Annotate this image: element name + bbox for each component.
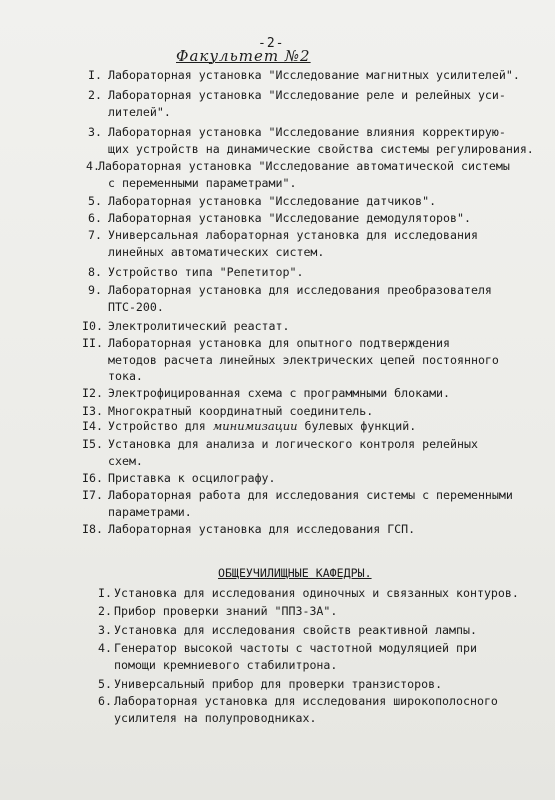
faculty-item-number: I5.: [82, 437, 103, 451]
faculty-item-text: Лабораторная установка "Исследование автоматической системы: [98, 159, 510, 173]
faculty-item-text: Универсальная лабораторная установка для исследования: [108, 228, 478, 242]
faculty-item-text: щих устройств на динамические свойства системы регулирования.: [108, 141, 534, 156]
general-item-number: 3.: [98, 623, 112, 637]
faculty-item-number: 3.: [88, 125, 102, 139]
faculty-item-number: 9.: [88, 283, 102, 297]
general-item-text: Установка для исследования свойств реактивной лампы.: [114, 623, 477, 637]
faculty-item-text: параметрами.: [108, 504, 192, 519]
faculty-item-number: II.: [82, 336, 103, 350]
faculty-item-number: I6.: [82, 471, 103, 485]
faculty-item-text: Установка для анализа и логического контроля релейных: [108, 437, 478, 451]
general-item-text: помощи кремниевого стабилитрона.: [114, 657, 338, 672]
faculty-item-number: 7.: [88, 228, 102, 242]
faculty-item-text: Лабораторная установка "Исследование магнитных усилителей".: [108, 68, 520, 82]
general-item-number: 6.: [98, 694, 112, 708]
faculty-item-text: Электрофицированная схема с программными блоками.: [108, 386, 451, 400]
faculty-item-number: I2.: [82, 386, 103, 400]
faculty-item-text: Лабораторная работа для исследования системы с переменными: [108, 488, 513, 502]
faculty-item-text: линейных автоматических систем.: [108, 244, 325, 259]
faculty-item-number: I0.: [82, 319, 103, 333]
general-departments-heading: ОБЩЕУЧИЛИЩНЫЕ КАФЕДРЫ.: [218, 566, 372, 580]
handwritten-insert: минимизации: [212, 419, 298, 433]
general-item-text: Лабораторная установка для исследования широкополосного: [114, 694, 498, 708]
general-item-number: 2.: [98, 604, 112, 618]
faculty-item-text: Приставка к осцилографу.: [108, 471, 276, 485]
faculty-item-text: схем.: [108, 453, 143, 468]
faculty-item-number: 2.: [88, 88, 102, 102]
page-number: -2-: [258, 36, 285, 51]
general-item-number: 5.: [98, 677, 112, 691]
faculty-item-number: 8.: [88, 265, 102, 279]
general-item-text: Установка для исследования одиночных и связанных контуров.: [114, 586, 519, 600]
faculty-item-text: Лабораторная установка "Исследование реле и релейных уси-: [108, 88, 506, 102]
faculty-item-number: I7.: [82, 488, 103, 502]
faculty-item-number: I4.: [82, 419, 103, 433]
faculty-item-text: Лабораторная установка "Исследование демодуляторов".: [108, 211, 471, 225]
general-item-number: I.: [98, 586, 112, 600]
general-item-number: 4.: [98, 641, 112, 655]
general-item-text: Прибор проверки знаний "ППЗ-3А".: [114, 604, 338, 618]
faculty-item-text: Электролитический реастат.: [108, 319, 290, 333]
faculty-item-number: I8.: [82, 522, 103, 536]
faculty-item-text: Многократный координатный соединитель.: [108, 404, 374, 418]
faculty-item-text: Лабораторная установка "Исследование датчиков".: [108, 194, 437, 208]
faculty-item-number: I.: [88, 68, 102, 82]
faculty-item-text: с переменными параметрами".: [108, 175, 297, 190]
faculty-heading-handwritten: Факультет №2: [176, 47, 311, 65]
general-item-text: усилителя на полупроводниках.: [114, 710, 317, 725]
faculty-item-text: Лабораторная установка "Исследование влияния корректирую-: [108, 125, 506, 139]
faculty-item-text: тока.: [108, 369, 143, 383]
faculty-item-text: ПТС-200.: [108, 299, 164, 314]
faculty-item-number: 6.: [88, 211, 102, 225]
faculty-item-number: 5.: [88, 194, 102, 208]
faculty-item-number: I3.: [82, 404, 103, 418]
faculty-item-text: Лабораторная установка для исследования ГСП.: [108, 522, 416, 536]
faculty-item-text: Лабораторная установка для исследования преобразователя: [108, 283, 492, 297]
faculty-item-text: Устройство типа "Репетитор".: [108, 265, 304, 279]
faculty-item-text: Лабораторная установка для опытного подтверждения: [108, 336, 451, 350]
general-item-text: Универсальный прибор для проверки транзисторов.: [114, 677, 443, 691]
faculty-item-text: лителей".: [108, 104, 171, 119]
faculty-item-number: 4.: [86, 159, 100, 173]
general-item-text: Генератор высокой частоты с частотной модуляцией при: [114, 641, 477, 655]
faculty-item-text: методов расчета линейных электрических цепей постоянного: [108, 352, 499, 367]
faculty-item-text: Устройство для минимизации булевых функций.: [108, 419, 417, 433]
